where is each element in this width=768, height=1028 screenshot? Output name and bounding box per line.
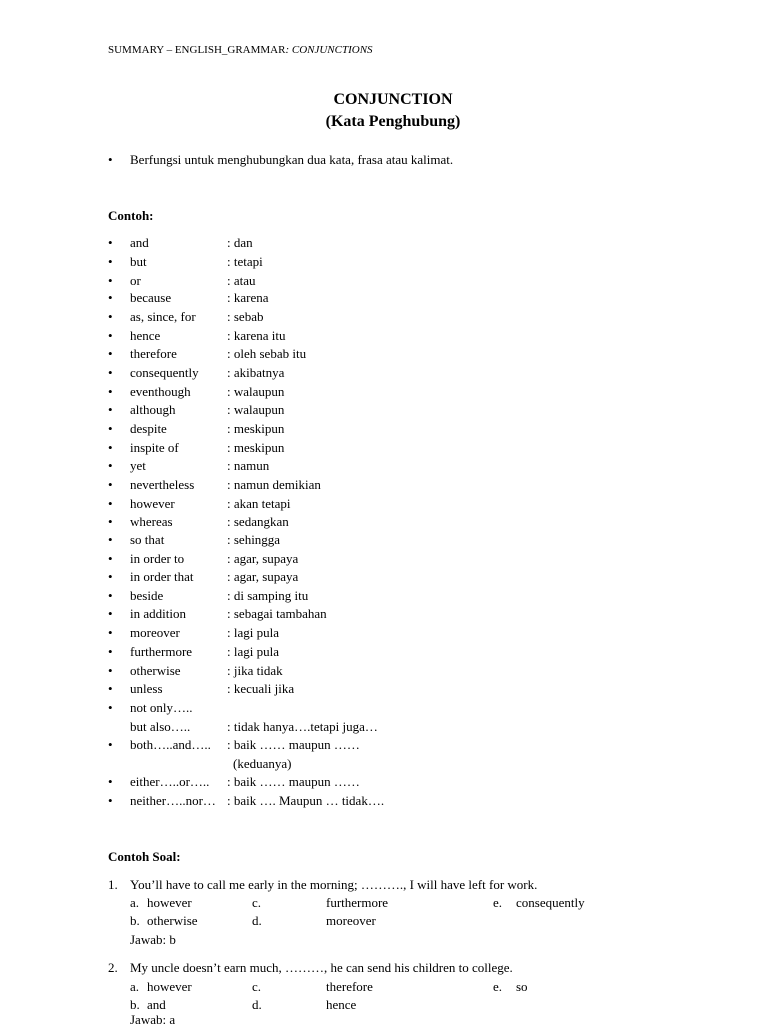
conjunction-meaning: : tetapi bbox=[227, 254, 263, 269]
conjunction-term: moreover bbox=[130, 625, 180, 640]
bullet-icon: • bbox=[108, 290, 113, 305]
conjunction-meaning: : meskipun bbox=[227, 440, 285, 455]
conjunction-meaning: : namun bbox=[227, 458, 270, 473]
bullet-icon: • bbox=[108, 309, 113, 324]
conjunction-term: but also….. bbox=[130, 719, 191, 734]
option-text: otherwise bbox=[147, 913, 198, 928]
bullet-icon: • bbox=[108, 588, 113, 603]
option-letter: a. bbox=[130, 979, 140, 994]
conjunction-term: whereas bbox=[130, 514, 173, 529]
conjunction-meaning: : di samping itu bbox=[227, 588, 309, 603]
contoh-heading: Contoh: bbox=[108, 208, 154, 223]
option-letter: c. bbox=[252, 895, 262, 910]
conjunction-term: in order that bbox=[130, 569, 194, 584]
conjunction-meaning: : akan tetapi bbox=[227, 496, 291, 511]
bullet-icon: • bbox=[108, 402, 113, 417]
option-text: however bbox=[147, 895, 192, 910]
conjunction-term: in addition bbox=[130, 606, 186, 621]
option-letter: c. bbox=[252, 979, 262, 994]
option-letter: e. bbox=[493, 979, 503, 994]
conjunction-term: yet bbox=[130, 458, 146, 473]
conjunction-meaning: : baik …. Maupun … tidak…. bbox=[227, 793, 385, 808]
intro-bullet-icon: • bbox=[108, 152, 113, 167]
option-text: however bbox=[147, 979, 192, 994]
conjunction-meaning: : lagi pula bbox=[227, 625, 279, 640]
conjunction-meaning: : meskipun bbox=[227, 421, 285, 436]
bullet-icon: • bbox=[108, 551, 113, 566]
bullet-icon: • bbox=[108, 477, 113, 492]
conjunction-term: so that bbox=[130, 532, 165, 547]
bullet-icon: • bbox=[108, 458, 113, 473]
option-letter: b. bbox=[130, 997, 140, 1012]
bullet-icon: • bbox=[108, 532, 113, 547]
question-number: 1. bbox=[108, 877, 118, 892]
header-prefix: SUMMARY – ENGLISH_GRAMMAR bbox=[108, 44, 286, 56]
conjunction-term: because bbox=[130, 290, 172, 305]
option-letter: a. bbox=[130, 895, 140, 910]
conjunction-meaning: : atau bbox=[227, 273, 256, 288]
option-text: consequently bbox=[516, 895, 585, 910]
conjunction-term: although bbox=[130, 402, 176, 417]
bullet-icon: • bbox=[108, 328, 113, 343]
bullet-icon: • bbox=[108, 625, 113, 640]
conjunction-term: and bbox=[130, 235, 149, 250]
conjunction-meaning: : baik …… maupun …… bbox=[227, 737, 360, 752]
conjunction-meaning: : akibatnya bbox=[227, 365, 285, 380]
bullet-icon: • bbox=[108, 663, 113, 678]
conjunction-meaning: : walaupun bbox=[227, 384, 285, 399]
conjunction-term: inspite of bbox=[130, 440, 179, 455]
conjunction-meaning: : agar, supaya bbox=[227, 569, 299, 584]
bullet-icon: • bbox=[108, 496, 113, 511]
option-text: moreover bbox=[326, 913, 376, 928]
conjunction-meaning-note: (keduanya) bbox=[233, 756, 292, 771]
option-text: so bbox=[516, 979, 528, 994]
option-letter: d. bbox=[252, 913, 262, 928]
conjunction-meaning: : jika tidak bbox=[227, 663, 283, 678]
bullet-icon: • bbox=[108, 235, 113, 250]
intro-text: Berfungsi untuk menghubungkan dua kata, frasa atau kalimat. bbox=[130, 152, 454, 167]
bullet-icon: • bbox=[108, 421, 113, 436]
bullet-icon: • bbox=[108, 793, 113, 808]
conjunction-term: eventhough bbox=[130, 384, 191, 399]
conjunction-meaning: : oleh sebab itu bbox=[227, 346, 307, 361]
conjunction-term: otherwise bbox=[130, 663, 181, 678]
bullet-icon: • bbox=[108, 365, 113, 380]
conjunction-term: but bbox=[130, 254, 147, 269]
bullet-icon: • bbox=[108, 254, 113, 269]
conjunction-meaning: : walaupun bbox=[227, 402, 285, 417]
bullet-icon: • bbox=[108, 440, 113, 455]
bullet-icon: • bbox=[108, 273, 113, 288]
conjunction-term: despite bbox=[130, 421, 167, 436]
conjunction-meaning: : karena bbox=[227, 290, 269, 305]
bullet-icon: • bbox=[108, 346, 113, 361]
conjunction-term: either…..or….. bbox=[130, 774, 210, 789]
title-line-1: CONJUNCTION bbox=[333, 91, 453, 108]
conjunction-meaning: : agar, supaya bbox=[227, 551, 299, 566]
conjunction-term: nevertheless bbox=[130, 477, 195, 492]
bullet-icon: • bbox=[108, 774, 113, 789]
conjunction-term: not only….. bbox=[130, 700, 193, 715]
conjunction-term: beside bbox=[130, 588, 164, 603]
conjunction-term: hence bbox=[130, 328, 161, 343]
bullet-icon: • bbox=[108, 606, 113, 621]
conjunction-meaning: : sehingga bbox=[227, 532, 281, 547]
bullet-icon: • bbox=[108, 514, 113, 529]
contoh-soal-heading: Contoh Soal: bbox=[108, 849, 181, 864]
conjunction-meaning: : sebab bbox=[227, 309, 264, 324]
header-suffix: : CONJUNCTIONS bbox=[285, 44, 373, 56]
conjunction-term: unless bbox=[130, 681, 163, 696]
bullet-icon: • bbox=[108, 737, 113, 752]
option-letter: b. bbox=[130, 913, 140, 928]
bullet-icon: • bbox=[108, 681, 113, 696]
conjunction-term: as, since, for bbox=[130, 309, 196, 324]
conjunction-term: in order to bbox=[130, 551, 185, 566]
title-line-2: (Kata Penghubung) bbox=[325, 113, 461, 130]
option-text: furthermore bbox=[326, 895, 389, 910]
option-text: hence bbox=[326, 997, 357, 1012]
conjunction-term: neither…..nor… bbox=[130, 793, 216, 808]
option-letter: e. bbox=[493, 895, 503, 910]
bullet-icon: • bbox=[108, 569, 113, 584]
bullet-icon: • bbox=[108, 644, 113, 659]
conjunction-term: both…..and….. bbox=[130, 737, 211, 752]
conjunction-meaning: : namun demikian bbox=[227, 477, 321, 492]
conjunction-meaning: : baik …… maupun …… bbox=[227, 774, 360, 789]
option-letter: d. bbox=[252, 997, 262, 1012]
conjunction-term: consequently bbox=[130, 365, 199, 380]
conjunction-meaning: : kecuali jika bbox=[227, 681, 295, 696]
document-header bbox=[108, 44, 373, 56]
answer-text: Jawab: b bbox=[130, 932, 176, 947]
conjunction-meaning: : tidak hanya….tetapi juga… bbox=[227, 719, 378, 734]
conjunction-term: however bbox=[130, 496, 175, 511]
conjunction-meaning: : lagi pula bbox=[227, 644, 279, 659]
option-text: therefore bbox=[326, 979, 373, 994]
option-text: and bbox=[147, 997, 166, 1012]
conjunction-meaning: : sedangkan bbox=[227, 514, 289, 529]
conjunction-meaning: : karena itu bbox=[227, 328, 286, 343]
answer-text: Jawab: a bbox=[130, 1012, 176, 1027]
question-number: 2. bbox=[108, 960, 118, 975]
question-text: You’ll have to call me early in the morning; ………., I will have left for work. bbox=[130, 877, 538, 892]
conjunction-term: furthermore bbox=[130, 644, 193, 659]
conjunction-term: or bbox=[130, 273, 141, 288]
conjunction-term: therefore bbox=[130, 346, 177, 361]
conjunction-meaning: : dan bbox=[227, 235, 253, 250]
bullet-icon: • bbox=[108, 384, 113, 399]
conjunction-meaning: : sebagai tambahan bbox=[227, 606, 327, 621]
bullet-icon: • bbox=[108, 700, 113, 715]
question-text: My uncle doesn’t earn much, ………, he can send his children to college. bbox=[130, 960, 513, 975]
